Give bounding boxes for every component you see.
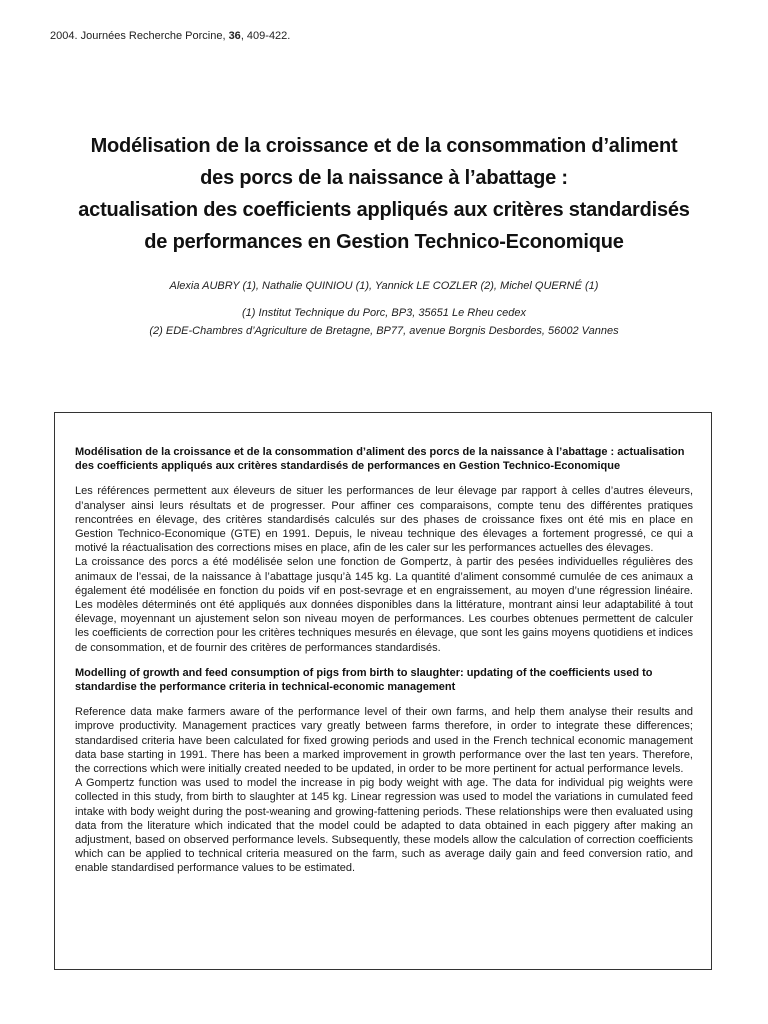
- title-line-4: de performances en Gestion Technico-Economique: [144, 231, 624, 253]
- journal-volume: 36: [228, 30, 241, 42]
- title-block: [40, 130, 728, 340]
- abstract-box: [54, 412, 712, 970]
- affiliation-2: (2) EDE-Chambres d’Agriculture de Bretagne, BP77, avenue Borgnis Desbordes, 56002 Vannes: [149, 325, 619, 337]
- title-line-1: Modélisation de la croissance et de la consommation d’aliment: [90, 135, 678, 157]
- author-list: Alexia AUBRY (1), Nathalie QUINIOU (1), Yannick LE COZLER (2), Michel QUERNÉ (1): [169, 280, 599, 292]
- abstract-en-paragraph-1: Reference data make farmers aware of the performance level of their own farms, and help them analyse their results and improve productivity. Management practices vary greatly between farms therefore, in order to integrate these differences; standardised criteria have been calculated for fixed growing periods and used in the French technical economic management data base starting in 1991. There has been a marked improvement in growth performance over the last ten years. Therefore, the corrections which were initially created needed to be updated, in order to be more pertinent for actual performance levels.: [75, 706, 693, 776]
- abstract-fr-paragraph-1: Les références permettent aux éleveurs de situer les performances de leur élevage par rapport à celles d’autres éleveurs, d’analyser ainsi leurs résultats et de progresser. Pour affiner ces comparaisons, compte tenu des différentes pratiques rencontrées en élevage, des critères standardisés calculés sur des phases de croissance fixes ont été mis en place en Gestion Technico-Economique (GTE) en 1991. Depuis, le niveau technique des élevages a fortement progressé, ce qui a motivé la réactualisation des corrections mises en place, afin de les caler sur les performances actuelles des élevages.: [75, 485, 693, 555]
- abstract-en-title: Modelling of growth and feed consumption of pigs from birth to slaughter: updating of the coefficients used to standardise the performance criteria in technical-economic management: [75, 666, 653, 694]
- title-line-2: des porcs de la naissance à l’abattage :: [200, 167, 568, 189]
- affiliation-1: (1) Institut Technique du Porc, BP3, 35651 Le Rheu cedex: [242, 307, 526, 319]
- abstract-content: [75, 445, 693, 876]
- abstract-fr-paragraph-2: La croissance des porcs a été modélisée selon une fonction de Gompertz, à partir des pesées individuelles régulières des animaux de l’essai, de la naissance à l’abattage jusqu’à 145 kg. La quantité d’aliment consommé cumulée de ces animaux a également été modélisée en fonction du poids vif en post-sevrage et en engraissement, au moyen d’une régression linéaire. Les modèles déterminés ont été appliqués aux données disponibles dans la littérature, montrant ainsi leur adaptabilité à tout élevage, moyennant un ajustement selon son niveau moyen de performances. Les courbes obtenues permettent de calculer les coefficients de correction pour les critères techniques mesurés en élevage, que sont les gains moyens quotidiens et indices de consommation, et de fournir des critères de performances standardisés.: [75, 556, 693, 654]
- abstract-fr-title: Modélisation de la croissance et de la consommation d’aliment des porcs de la naissance à l’abattage : actualisation des coefficients appliqués aux critères standardisés de performances en Gestion Technico-Economique: [75, 446, 685, 473]
- journal-name: 2004. Journées Recherche Porcine,: [50, 30, 229, 42]
- abstract-en-paragraph-2: A Gompertz function was used to model the increase in pig body weight with age. The data for individual pig weights were collected in this study, from birth to slaughter at 145 kg. Linear regression was used to model the variations in cumulated feed intake with body weight during the post-weaning and growing-fattening periods. These relationships were then evaluated using data from the literature which indicated that the model could be adapted to data obtained in each piggery after making an adjustment, based on observed performance levels. Subsequently, these models allow the calculation of correction coefficients which can be applied to technical criteria measured on the farm, such as average daily gain and feed conversion ratio, and enable standardised performance values to be estimated.: [75, 777, 693, 875]
- journal-header: [50, 30, 290, 42]
- title-line-3: actualisation des coefficients appliqués aux critères standardisés: [78, 199, 690, 221]
- journal-pages: , 409-422.: [240, 30, 291, 42]
